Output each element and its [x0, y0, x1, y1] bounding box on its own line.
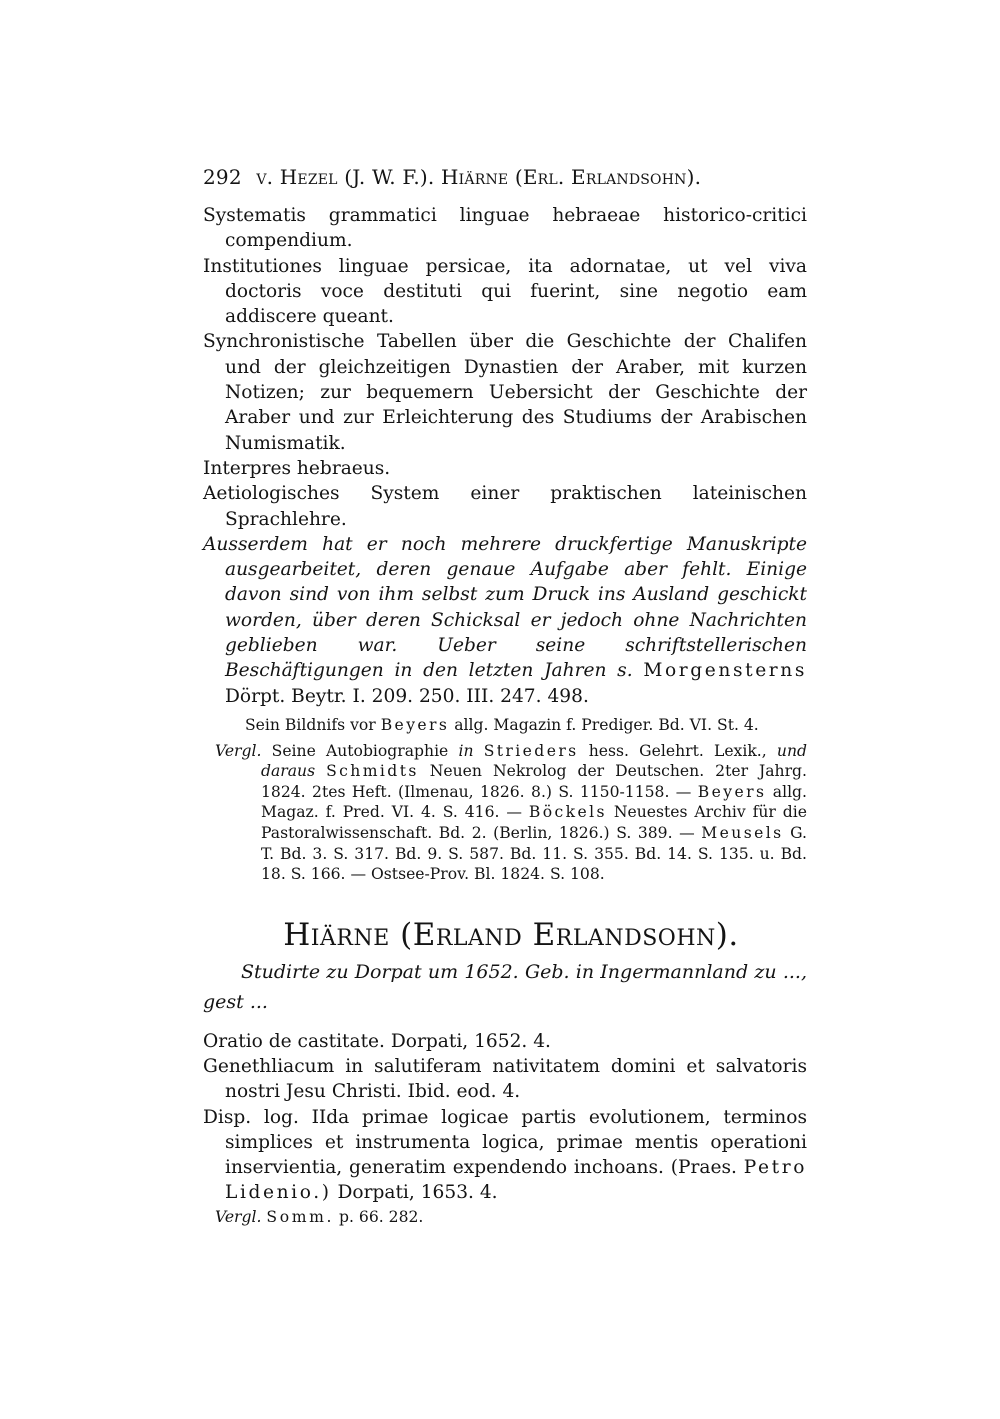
- left-heading: v. Hezel (J. W. F.).: [256, 165, 435, 189]
- work-entry: Aetiologisches System einer praktischen lateinischen Sprachlehre.: [203, 483, 807, 530]
- section-title: Hiärne (Erland Erlandsohn).: [283, 916, 739, 953]
- vergl-note: [215, 741, 807, 885]
- work-entry: Systematis grammatici linguae hebraeae historico-critici compendium.: [203, 205, 807, 252]
- vergl-name: Somm.: [266, 1207, 335, 1226]
- biography: Studirte zu Dorpat um 1652. Geb. in Ingermannland zu ..., gest ...: [203, 960, 807, 1013]
- praeses-name: Petro Lidenio.): [225, 1157, 807, 1204]
- vergl-text: G. T. Bd. 3. S. 317. Bd. 9. S. 587. Bd. 11. S. 355. Bd. 14. S. 135. u. Bd. 18. S. 166. — Ostsee-Prov. Bl. 1824. S. 108.: [261, 823, 807, 884]
- work-entry: Synchronistische Tabellen über die Geschichte der Chalifen und der gleichzeitigen Dynastien der Araber, mit kurzen Notizen; zur bequemern Uebersicht der Geschichte der Araber und zur Erleichterung des Studiums der Arabischen Numismatik.: [203, 331, 807, 454]
- vergl-text: Seine Autobiographie: [271, 741, 449, 760]
- vergl-italic: in: [458, 741, 474, 760]
- remark-reference-name: Morgensterns: [643, 660, 808, 682]
- page-number: 292: [203, 165, 242, 189]
- vergl-name: Meusels: [701, 823, 784, 842]
- vergl-label: Vergl.: [215, 741, 262, 760]
- portrait-note: [245, 715, 807, 736]
- vergl-italic: und daraus: [261, 741, 807, 781]
- remark-reference-tail: Dörpt. Beytr. I. 209. 250. III. 247. 498.: [225, 685, 589, 707]
- disp-text: Disp. log. IIda primae logicae partis evolutionem, terminos simplices et instrumenta logica, primae mentis operationi inservientia, generatim expendendo inchoans. (Praes.: [203, 1106, 807, 1179]
- portrait-prefix: Sein Bildnifs vor: [245, 715, 376, 734]
- work-entry: Genethliacum in salutiferam nativitatem domini et salvatoris nostri Jesu Christi. Ibid. eod. 4.: [203, 1055, 807, 1103]
- vergl-name: Beyers: [697, 782, 767, 801]
- work-entry: Interpres hebraeus.: [203, 457, 391, 479]
- vergl-text: p. 66. 282.: [339, 1207, 424, 1226]
- vergl-name: Schmidts: [326, 762, 419, 781]
- work-entry: [203, 1105, 807, 1206]
- portrait-name: Beyers: [380, 715, 450, 734]
- right-heading: Hiärne (Erl. Erlandsohn).: [441, 165, 702, 189]
- vergl-label: Vergl.: [215, 1207, 262, 1226]
- vergl-text: Neuen Nekrolog der Deutschen. 2ter Jahrg. 1824. 2tes Heft. (Ilmenau, 1826. 8.) S. 1150-1158. —: [261, 762, 807, 801]
- vergl-note: [215, 1208, 807, 1226]
- remark-paragraph: [203, 532, 807, 709]
- book-page: [203, 165, 807, 1226]
- vergl-text: hess. Gelehrt. Lexik.,: [588, 741, 767, 760]
- vergl-text: allg. Magaz. f. Pred. VI. 4. S. 416. —: [261, 782, 807, 822]
- running-head: [203, 165, 807, 189]
- vergl-name: Strieders: [483, 741, 579, 760]
- work-entry: Oratio de castitate. Dorpati, 1652. 4.: [203, 1030, 551, 1052]
- vergl-name: Böckels: [528, 803, 607, 822]
- disp-imprint: Dorpati, 1653. 4.: [337, 1182, 498, 1204]
- work-entry: Institutiones linguae persicae, ita adornatae, ut vel viva doctoris voce destituti qui fuerint, sine negotio eam addiscere queant.: [203, 255, 807, 328]
- portrait-suffix: allg. Magazin f. Prediger. Bd. VI. St. 4.: [454, 715, 759, 734]
- remark-italic-text: Ausserdem hat er noch mehrere druckfertige Manuskripte ausgearbeitet, deren genaue Aufgabe aber fehlt. Einige davon sind von ihm selbst zum Druck ins Ausland geschickt worden, über deren Schicksal er jedoch ohne Nachrichten geblieben war. Ueber seine schriftstellerischen Beschäftigungen in den letzten Jahren s.: [203, 533, 807, 682]
- vergl-text: Neuestes Archiv für die Pastoralwissenschaft. Bd. 2. (Berlin, 1826.) S. 389. —: [261, 803, 807, 842]
